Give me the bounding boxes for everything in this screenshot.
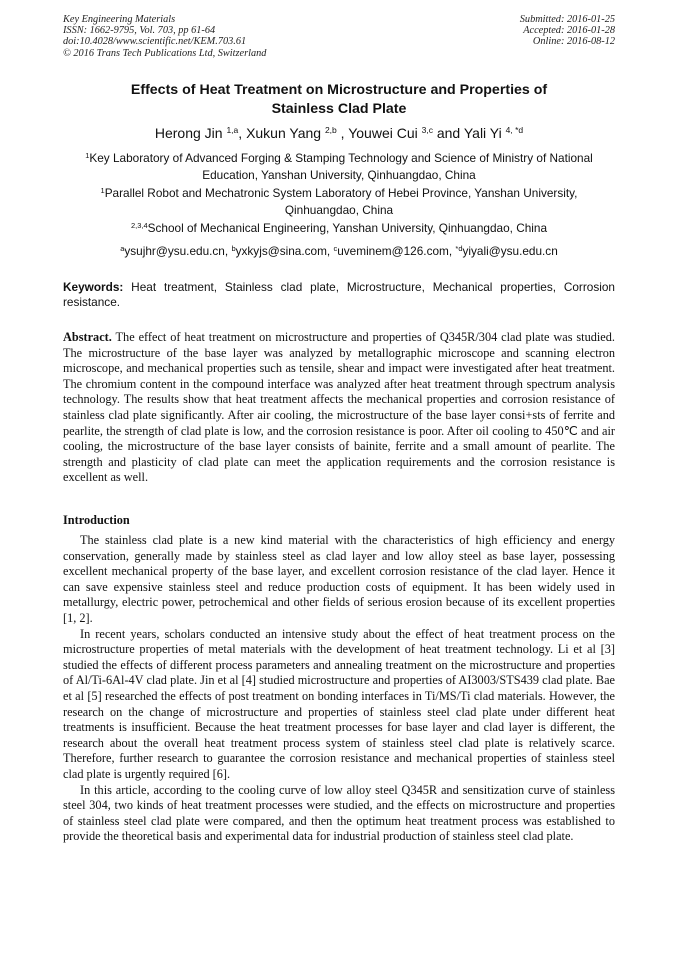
affiliation-1 bbox=[60, 150, 618, 183]
header-right bbox=[520, 14, 615, 48]
affiliation-2 bbox=[60, 185, 618, 218]
paragraph: The stainless clad plate is a new kind material with the characteristics of high efficiency and energy conservation, generally made by stainless steel as clad layer and low alloy steel as base layer, possessing excellent mechanical property of the base layer, and excellent corrosion resistance of the clad layer. Hence it can save expensive stainless steel and reduce production costs of equipment. It has been widely used in metallurgy, electric power, petrochemical and other fields of serious erosion because of its excellent properties [1, 2]. bbox=[63, 533, 615, 625]
online-date: Online: 2016-08-12 bbox=[532, 36, 615, 48]
author-sep: and bbox=[432, 125, 464, 141]
affiliation-sup: 2,3,4 bbox=[130, 221, 148, 230]
paragraph: In this article, according to the cooling curve of low alloy steel Q345R and sensitization curve of stainless steel 304, two kinds of heat treatment processes were studied, and the effects on microstructure and properties of stainless steel clad plate were compared, and then the optimum heat treatment process was established to provide the theoretical basis and experimental data for industrial production of stainless steel clad plate. bbox=[63, 782, 615, 844]
title-line-2: Stainless Clad Plate bbox=[271, 101, 407, 117]
email-sup: b bbox=[231, 244, 236, 253]
author-sup: 4, *d bbox=[505, 125, 524, 135]
journal-name: Key Engineering Materials bbox=[63, 14, 176, 25]
abstract bbox=[63, 330, 615, 486]
copyright: © 2016 Trans Tech Publications Ltd, Switzerland bbox=[63, 47, 267, 59]
keywords-text: Heat treatment, Stainless clad plate, Microstructure, Mechanical properties, Corrosion resistance. bbox=[63, 280, 615, 309]
issn: ISSN: 1662-9795, Vol. 703, pp 61-64 bbox=[63, 25, 216, 37]
abstract-label: Abstract. bbox=[63, 330, 112, 344]
accepted-date: Accepted: 2016-01-28 bbox=[523, 25, 615, 37]
author-sep: , bbox=[238, 125, 247, 141]
email-sup: a bbox=[120, 244, 125, 253]
email-sup: *d bbox=[455, 244, 463, 253]
keywords bbox=[63, 280, 615, 309]
abstract-text: The effect of heat treatment on microstructure and properties of Q345R/304 clad plate was studied. The microstructure of the base layer was analyzed by metallographic microscope and scanning electron microscope, and mechanical properties such as tensile, shear and impact were investigated after heat treatment. The chromium content in the compound interface was analyzed after heat treatment through spectrum analysis technology. The results show that heat treatment affects the mechanical properties and corrosion resistance of stainless clad plate significantly. After air cooling, the microstructure of the base layer consi+sts of ferrite and pearlite, the strength of clad plate is low, and the corrosion resistance is poor. After oil cooling to 450℃ and air cooling, the microstructure of the base layer consists of bainite, ferrite and a small amount of pearlite. The strength and plasticity of clad plate can meet the application requirements and the corrosion resistance is excellent as well. bbox=[63, 330, 615, 485]
paper-title bbox=[60, 81, 618, 119]
keywords-label: Keywords: bbox=[63, 280, 124, 294]
author-name: Herong Jin bbox=[154, 125, 227, 141]
affiliation-line: Key Laboratory of Advanced Forging & Stamping Technology and Science of Ministry of National bbox=[89, 151, 593, 165]
title-line-1: Effects of Heat Treatment on Microstructure and Properties of bbox=[130, 82, 548, 98]
email-sup: c bbox=[333, 244, 338, 253]
author-name: Xukun Yang bbox=[246, 125, 325, 141]
section-heading-introduction: Introduction bbox=[63, 513, 130, 527]
submitted-date: Submitted: 2016-01-25 bbox=[519, 14, 615, 25]
affiliation-line: Qinhuangdao, China bbox=[284, 202, 394, 217]
author-sep: , bbox=[336, 125, 349, 141]
header-left bbox=[63, 14, 266, 59]
author-sup: 3,c bbox=[421, 125, 433, 135]
affiliation-line: Parallel Robot and Mechatronic System Laboratory of Hebei Province, Yanshan University, bbox=[104, 186, 578, 200]
email-link[interactable]: yxkyjs@sina.com, bbox=[235, 244, 334, 258]
affiliation-3 bbox=[60, 220, 618, 237]
author-name: Yali Yi bbox=[463, 125, 506, 141]
author-sup: 1,a bbox=[226, 125, 239, 135]
doi: doi:10.4028/www.scientific.net/KEM.703.61 bbox=[63, 36, 247, 48]
email-list bbox=[60, 243, 618, 260]
affiliation-line: School of Mechanical Engineering, Yanshan University, Qinhuangdao, China bbox=[147, 221, 548, 235]
email-link[interactable]: ysujhr@ysu.edu.cn, bbox=[124, 244, 232, 258]
email-link[interactable]: uveminem@126.com, bbox=[337, 244, 456, 258]
paragraph: In recent years, scholars conducted an intensive study about the effect of heat treatment process on the microstructure properties of metal materials with the development of heat treatment technology. Li et al [3] studied the effects of different process parameters and annealing treatment on the microstructure and properties of Al/Ti-6Al-4V clad plate. Jin et al [4] studied microstructure and properties of AI3003/STS439 clad plate. Bae et al [5] researched the effects of post treatment on bonding interfaces in Ti/MS/Ti clad materials. However, the research on the change of microstructure and properties of stainless steel clad plate under different heat treatments is insufficient. Because the heat treatment processes for base layer and clad layer is different, the research about the overall heat treatment process system of stainless steel clad plate is relatively scarce. Therefore, further research to guarantee the corrosion resistance and mechanical properties of stainless steel clad plate is urgently required [6]. bbox=[63, 626, 615, 781]
author-sup: 2,b bbox=[324, 125, 337, 135]
introduction-body bbox=[63, 533, 615, 845]
affiliation-line: Education, Yanshan University, Qinhuangdao, China bbox=[202, 167, 476, 182]
author-list bbox=[60, 123, 618, 143]
email-link[interactable]: yiyali@ysu.edu.cn bbox=[462, 244, 558, 258]
affiliation-sup: 1 bbox=[85, 151, 90, 160]
author-name: Youwei Cui bbox=[348, 125, 422, 141]
affiliation-sup: 1 bbox=[100, 186, 105, 195]
